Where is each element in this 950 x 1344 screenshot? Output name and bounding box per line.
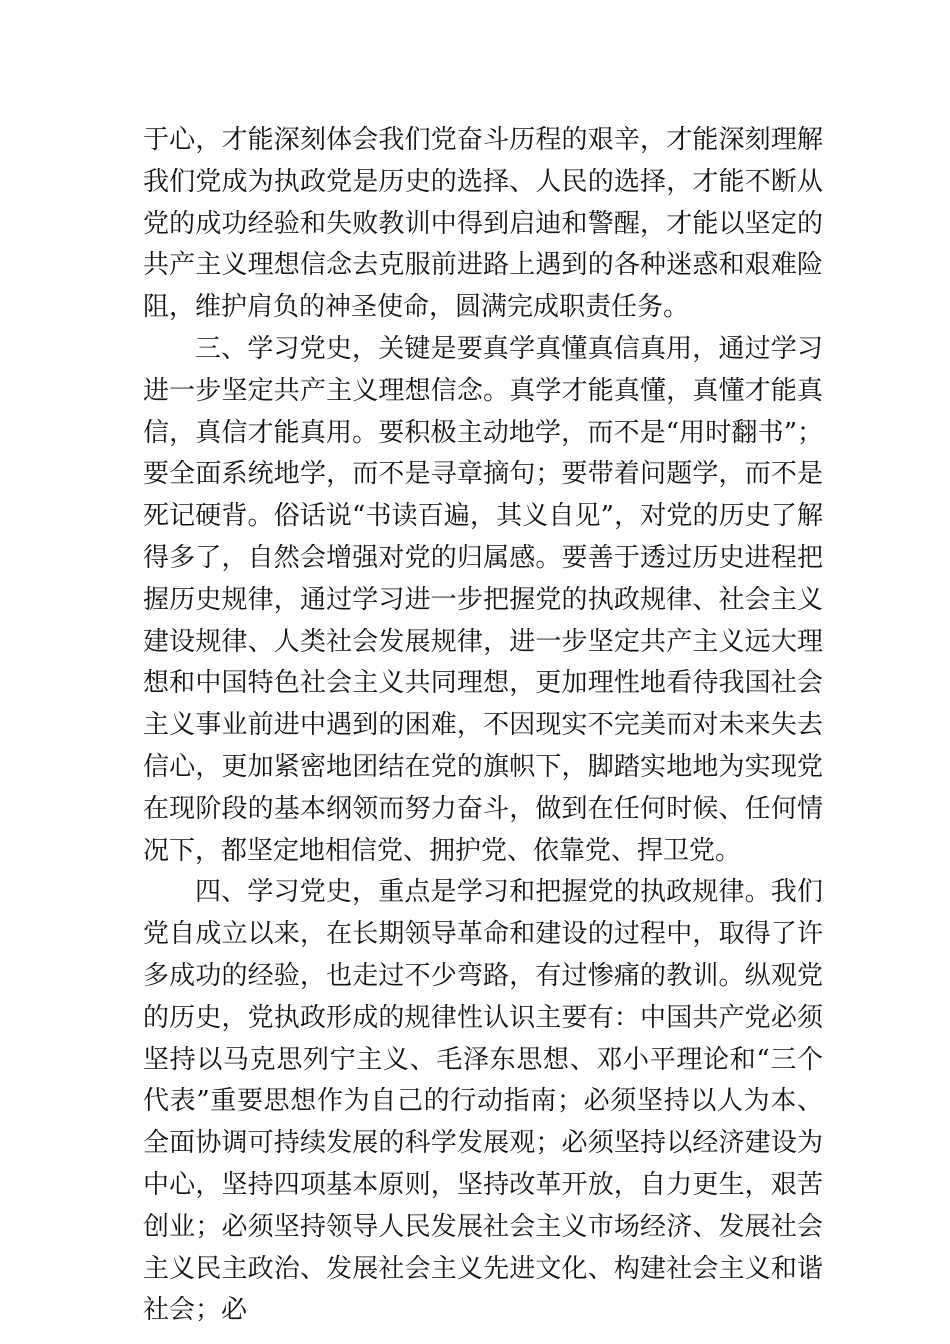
paragraph-section-four: 四、学习党史，重点是学习和把握党的执政规律。我们党自成立以来，在长期领导革命和建设的过程中，取得了许多成功的经验，也走过不少弯路，有过惨痛的教训。纵观党的历史，党执政形成的规律性认识主要有：中国共产党必须坚持以马克思列宁主义、毛泽东思想、邓小平理论和“三个代表”重要思想作为自己的行动指南；必须坚持以人为本、全面协调可持续发展的科学发展观；必须坚持以经济建设为中心，坚持四项基本原则，坚持改革开放，自力更生，艰苦创业；必须坚持领导人民发展社会主义市场经济、发展社会主义民主政治、发展社会主义先进文化、构建社会主义和谐社会；必	[143, 877, 823, 1326]
paragraph-section-three: 三、学习党史，关键是要真学真懂真信真用，通过学习进一步坚定共产主义理想信念。真学才能真懂，真懂才能真信，真信才能真用。要积极主动地学，而不是“用时翻书”；要全面系统地学，而不是寻章摘句；要带着问题学，而不是死记硬背。俗话说“书读百遍，其义自见”，对党的历史了解得多了，自然会增强对党的归属感。要善于透过历史进程把握历史规律，通过学习进一步把握党的执政规律、社会主义建设规律、人类社会发展规律，进一步坚定共产主义远大理想和中国特色社会主义共同理想，更加理性地看待我国社会主义事业前进中遇到的困难，不因现实不完美而对未来失去信心，更加紧密地团结在党的旗帜下，脚踏实地地为实现党在现阶段的基本纲领而努力奋斗，做到在任何时候、任何情况下，都坚定地相信党、拥护党、依靠党、捍卫党。	[143, 333, 823, 866]
document-page	[143, 120, 823, 1332]
paragraph-continuation: 于心，才能深刻体会我们党奋斗历程的艰辛，才能深刻理解我们党成为执政党是历史的选择、人民的选择，才能不断从党的成功经验和失败教训中得到启迪和警醒，才能以坚定的共产主义理想信念去克服前进路上遇到的各种迷惑和艰难险阻，维护肩负的神圣使命，圆满完成职责任务。	[143, 125, 823, 323]
